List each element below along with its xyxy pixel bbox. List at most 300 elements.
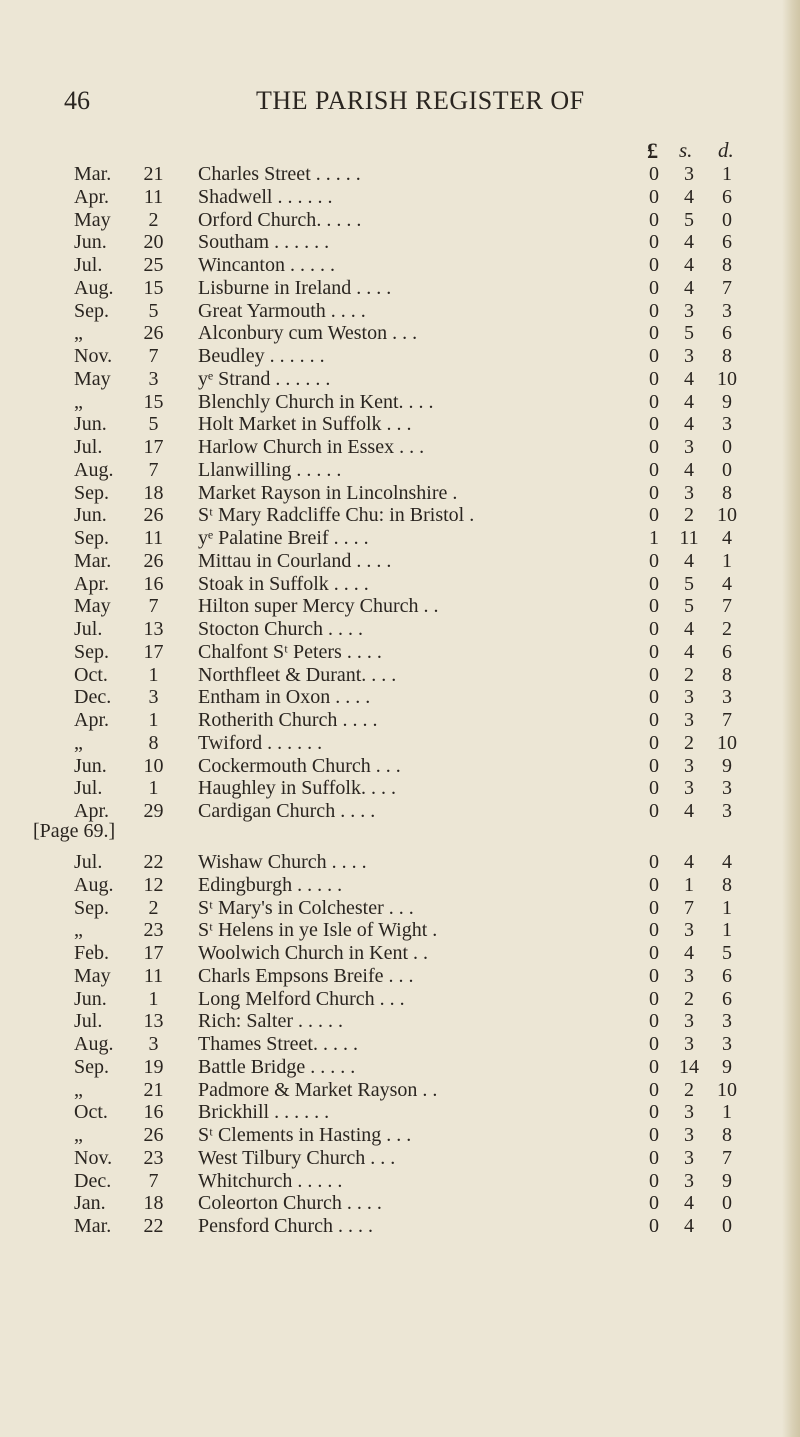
register-entry (0, 851, 800, 874)
entry-pence: 2 (722, 618, 732, 640)
register-entry (0, 777, 800, 800)
entry-pounds: 0 (649, 1192, 659, 1215)
entry-month: Jan. (74, 1192, 106, 1215)
entry-shillings: 3 (684, 686, 694, 709)
entry-month: Aug. (74, 873, 114, 896)
entry-shillings: 5 (684, 572, 694, 595)
entry-day: 26 (143, 1124, 164, 1146)
entry-month: Apr. (74, 709, 109, 731)
entry-pence: 0 (722, 1215, 732, 1237)
entry-day: 2 (148, 208, 159, 231)
entry-place: Alconbury cum Weston . . . (198, 322, 418, 345)
entry-pounds: 0 (649, 549, 659, 572)
entry-pence: 4 (722, 851, 732, 873)
entry-place: Pensford Church . . . . (198, 1215, 373, 1237)
register-entry (0, 1033, 800, 1056)
register-entry (0, 163, 800, 186)
entry-day: 3 (148, 367, 159, 390)
leader-dots: . . . . (351, 276, 392, 299)
entry-month: Mar. (74, 163, 112, 185)
leader-dots: . . . . . (316, 208, 362, 231)
entry-shillings: 4 (684, 1215, 694, 1237)
entry-shillings: 3 (684, 777, 694, 800)
entry-month: Oct. (74, 663, 108, 686)
entry-pence: 3 (722, 800, 732, 822)
entry-pounds: 0 (649, 254, 659, 276)
running-title: THE PARISH REGISTER OF (256, 86, 585, 115)
entry-pence: 7 (722, 1146, 732, 1169)
entry-shillings: 11 (679, 527, 699, 549)
register-entry (0, 345, 800, 368)
entry-place: Coleorton Church . . . . (198, 1192, 382, 1215)
entry-pence: 5 (722, 942, 732, 964)
entry-pence: 10 (717, 367, 737, 390)
entry-pounds: 0 (649, 208, 659, 231)
register-entry (0, 897, 800, 920)
register-entry (0, 1147, 800, 1170)
entry-pounds: 0 (649, 964, 659, 987)
entry-pounds: 0 (649, 1124, 659, 1146)
leader-dots: . . . . (351, 549, 392, 572)
register-entry (0, 573, 800, 596)
leader-dots: . . . . (398, 390, 434, 413)
entry-pence: 7 (722, 276, 732, 299)
entry-day: 23 (143, 1146, 164, 1169)
register-entry (0, 664, 800, 687)
leader-dots: . . . . (328, 527, 369, 549)
entry-pounds: 0 (649, 322, 659, 345)
entry-pounds: 0 (649, 1101, 659, 1124)
entry-month: Mar. (74, 1215, 112, 1237)
entry-month: Oct. (74, 1101, 108, 1124)
register-entry (0, 504, 800, 527)
entry-pence: 10 (717, 731, 737, 754)
entry-pounds: 0 (649, 299, 659, 322)
leader-dots: . . . . (328, 572, 369, 595)
entry-pence: 8 (722, 663, 732, 686)
entry-place: Rich: Salter . . . . . (198, 1010, 343, 1033)
entry-shillings: 3 (684, 163, 694, 185)
entry-pence: 3 (722, 299, 732, 322)
entry-day: 25 (143, 254, 164, 276)
entry-place: Southam . . . . . . (198, 231, 330, 254)
entry-day: 1 (148, 987, 159, 1010)
register-entry (0, 965, 800, 988)
register-entry (0, 1101, 800, 1124)
entry-day: 11 (143, 527, 164, 549)
leader-dots: . . . . (332, 1215, 373, 1237)
register-entry (0, 874, 800, 897)
register-entry (0, 618, 800, 641)
entry-month: Mar. (74, 549, 112, 572)
entry-place: Stoak in Suffolk . . . . (198, 572, 369, 595)
entry-pence: 0 (722, 208, 732, 231)
leader-dots: . . (417, 1078, 438, 1101)
entry-place: Wishaw Church . . . . (198, 851, 367, 873)
entry-shillings: 4 (684, 800, 694, 822)
leader-dots: . . . . . . (269, 1101, 330, 1124)
entry-pence: 3 (722, 777, 732, 800)
entry-shillings: 4 (684, 640, 694, 663)
entry-month: Jul. (74, 618, 103, 640)
entry-month: „ (74, 390, 83, 413)
entry-month: „ (74, 1078, 83, 1101)
entry-pounds: 0 (649, 458, 659, 481)
entry-pounds: 0 (649, 873, 659, 896)
entry-shillings: 3 (684, 436, 694, 458)
register-entry (0, 413, 800, 436)
entry-shillings: 4 (684, 254, 694, 276)
entry-pounds: 0 (649, 413, 659, 436)
entry-place: Brickhill . . . . . . (198, 1101, 330, 1124)
entry-day: 26 (143, 504, 164, 527)
entry-place: Market Rayson in Lincolnshire . (198, 481, 458, 504)
register-entries-block-1 (0, 163, 800, 823)
entry-month: Aug. (74, 458, 114, 481)
entry-day: 3 (148, 686, 159, 709)
entry-shillings: 1 (684, 873, 694, 896)
leader-dots: . . . . (337, 709, 378, 731)
entry-shillings: 4 (684, 390, 694, 413)
leader-dots: . . . (374, 987, 405, 1010)
pounds-column-header: £ (647, 138, 658, 163)
entry-shillings: 5 (684, 595, 694, 618)
register-entry (0, 1215, 800, 1238)
entry-month: Sep. (74, 481, 109, 504)
entry-place: Mittau in Courland . . . . (198, 549, 392, 572)
entry-pence: 8 (722, 254, 732, 276)
entry-month: May (74, 964, 111, 987)
entry-pence: 8 (722, 481, 732, 504)
entry-pence: 1 (722, 919, 732, 942)
entry-place: Thames Street. . . . . (198, 1033, 358, 1055)
entry-pence: 6 (722, 964, 732, 987)
entry-pence: 3 (722, 413, 732, 436)
entry-pounds: 0 (649, 942, 659, 964)
entry-place: Lisburne in Ireland . . . . (198, 276, 392, 299)
entry-pounds: 0 (649, 800, 659, 822)
entry-pence: 7 (722, 595, 732, 618)
register-entries-block-2 (0, 851, 800, 1238)
entry-month: Jun. (74, 987, 107, 1010)
entry-day: 8 (148, 731, 159, 754)
register-entry (0, 709, 800, 732)
leader-dots: . . . . (360, 777, 396, 800)
entry-day: 3 (148, 1033, 159, 1055)
entry-month: „ (74, 731, 83, 754)
register-entry (0, 254, 800, 277)
entry-pence: 8 (722, 345, 732, 367)
entry-place: Blenchly Church in Kent. . . . (198, 390, 434, 413)
leader-dots: . . . . (361, 663, 397, 686)
entry-shillings: 4 (684, 458, 694, 481)
register-entry (0, 1056, 800, 1079)
leader-dots: . . (408, 942, 429, 964)
entry-shillings: 3 (684, 481, 694, 504)
entry-month: Jun. (74, 504, 107, 527)
entry-day: 23 (143, 919, 164, 942)
leader-dots: . . . . (341, 1192, 382, 1215)
entry-day: 7 (148, 1169, 159, 1192)
entry-pounds: 0 (649, 919, 659, 942)
entry-month: Jul. (74, 254, 103, 276)
entry-pence: 1 (722, 1101, 732, 1124)
entry-shillings: 3 (684, 1169, 694, 1192)
entry-day: 1 (148, 709, 159, 731)
leader-dots: . . . (383, 964, 414, 987)
entry-shillings: 4 (684, 185, 694, 208)
entry-shillings: 3 (684, 919, 694, 942)
entry-pence: 9 (722, 754, 732, 777)
entry-pence: 1 (722, 549, 732, 572)
entry-pounds: 0 (649, 345, 659, 367)
entry-month: Sep. (74, 640, 109, 663)
register-entry (0, 186, 800, 209)
entry-shillings: 4 (684, 942, 694, 964)
page-reference: [Page 69.] (33, 820, 116, 842)
entry-pence: 6 (722, 640, 732, 663)
entry-place: Wincanton . . . . . (198, 254, 335, 276)
entry-shillings: 4 (684, 549, 694, 572)
entry-pounds: 0 (649, 390, 659, 413)
entry-place: Sᵗ Helens in ye Isle of Wight . (198, 919, 438, 942)
register-entry (0, 732, 800, 755)
entry-pence: 9 (722, 1055, 732, 1078)
leader-dots: . . . . . . (264, 345, 325, 367)
entry-month: Jul. (74, 851, 103, 873)
register-entry (0, 1010, 800, 1033)
entry-day: 16 (143, 1101, 164, 1124)
entry-pounds: 0 (649, 276, 659, 299)
entry-place: Charls Empsons Breife . . . (198, 964, 414, 987)
entry-place: Shadwell . . . . . . (198, 185, 333, 208)
entry-day: 5 (148, 299, 159, 322)
leader-dots: . . . . . (312, 1033, 358, 1055)
entry-shillings: 3 (684, 1124, 694, 1146)
entry-pounds: 0 (649, 987, 659, 1010)
entry-month: Jul. (74, 1010, 103, 1033)
entry-pence: 3 (722, 1033, 732, 1055)
leader-dots: . . . . (326, 851, 367, 873)
entry-pounds: 0 (649, 436, 659, 458)
entry-day: 1 (148, 663, 159, 686)
entry-pounds: 0 (649, 709, 659, 731)
register-entry (0, 527, 800, 550)
entry-day: 1 (148, 777, 159, 800)
entry-pence: 1 (722, 896, 732, 919)
entry-pounds: 0 (649, 163, 659, 185)
entry-day: 5 (148, 413, 159, 436)
register-entry (0, 300, 800, 323)
entry-shillings: 4 (684, 276, 694, 299)
entry-place: Long Melford Church . . . (198, 987, 405, 1010)
entry-pounds: 1 (649, 527, 659, 549)
entry-pounds: 0 (649, 777, 659, 800)
entry-place: Orford Church. . . . . (198, 208, 362, 231)
leader-dots: . . . . . (284, 254, 335, 276)
entry-place: Sᵗ Mary's in Colchester . . . (198, 896, 414, 919)
entry-pence: 1 (722, 163, 732, 185)
leader-dots: . . . (387, 322, 418, 345)
entry-shillings: 3 (684, 964, 694, 987)
entry-place: Harlow Church in Essex . . . (198, 436, 425, 458)
entry-day: 17 (143, 942, 164, 964)
leader-dots: . . . . (325, 299, 366, 322)
leader-dots: . . . . . (292, 1169, 343, 1192)
entry-month: Jun. (74, 754, 107, 777)
entry-pence: 6 (722, 231, 732, 254)
entry-pounds: 0 (649, 1169, 659, 1192)
entry-pounds: 0 (649, 663, 659, 686)
entry-day: 13 (143, 618, 164, 640)
entry-month: Dec. (74, 1169, 112, 1192)
entry-shillings: 4 (684, 413, 694, 436)
register-entry (0, 550, 800, 573)
entry-pounds: 0 (649, 595, 659, 618)
entry-month: „ (74, 919, 83, 942)
entry-pounds: 0 (649, 367, 659, 390)
entry-pounds: 0 (649, 896, 659, 919)
entry-place: Padmore & Market Rayson . . (198, 1078, 438, 1101)
entry-pounds: 0 (649, 481, 659, 504)
entry-pounds: 0 (649, 851, 659, 873)
entry-pounds: 0 (649, 231, 659, 254)
entry-place: Battle Bridge . . . . . (198, 1055, 356, 1078)
entry-month: Jun. (74, 413, 107, 436)
entry-shillings: 4 (684, 851, 694, 873)
leader-dots: . . . . . (291, 458, 342, 481)
entry-place: Chalfont Sᵗ Peters . . . . (198, 640, 382, 663)
entry-day: 22 (143, 1215, 164, 1237)
entry-month: Apr. (74, 800, 109, 822)
entry-day: 26 (143, 549, 164, 572)
leader-dots: . . . (381, 413, 412, 436)
leader-dots: . . . . (341, 640, 382, 663)
register-entry (0, 482, 800, 505)
entry-month: Apr. (74, 185, 109, 208)
register-entry (0, 277, 800, 300)
entry-pence: 10 (717, 504, 737, 527)
register-entry (0, 209, 800, 232)
entry-pence: 3 (722, 686, 732, 709)
entry-place: Hilton super Mercy Church . . (198, 595, 439, 618)
entry-pence: 0 (722, 458, 732, 481)
entry-place: Stocton Church . . . . (198, 618, 363, 640)
entry-month: Sep. (74, 896, 109, 919)
register-entry (0, 919, 800, 942)
entry-pounds: 0 (649, 1078, 659, 1101)
entry-shillings: 3 (684, 345, 694, 367)
entry-shillings: 2 (684, 504, 694, 527)
register-entry (0, 391, 800, 414)
entry-shillings: 3 (684, 1146, 694, 1169)
register-entry (0, 1170, 800, 1193)
entry-day: 13 (143, 1010, 164, 1033)
entry-day: 2 (148, 896, 159, 919)
entry-day: 11 (143, 964, 164, 987)
entry-day: 21 (143, 1078, 164, 1101)
entry-pence: 9 (722, 1169, 732, 1192)
entry-place: Sᵗ Mary Radcliffe Chu: in Bristol . (198, 504, 475, 527)
entry-shillings: 3 (684, 1010, 694, 1033)
leader-dots: . . . . (330, 686, 371, 709)
entry-day: 16 (143, 572, 164, 595)
entry-month: Apr. (74, 572, 109, 595)
entry-place: Beudley . . . . . . (198, 345, 325, 367)
entry-day: 12 (143, 873, 164, 896)
entry-shillings: 3 (684, 1033, 694, 1055)
entry-month: Feb. (74, 942, 109, 964)
leader-dots: . . . . . (305, 1055, 356, 1078)
entry-shillings: 7 (684, 896, 694, 919)
entry-shillings: 4 (684, 618, 694, 640)
entry-shillings: 3 (684, 1101, 694, 1124)
entry-pence: 7 (722, 709, 732, 731)
entry-pounds: 0 (649, 1033, 659, 1055)
entry-month: Nov. (74, 1146, 113, 1169)
entry-pounds: 0 (649, 1010, 659, 1033)
entry-month: Sep. (74, 299, 109, 322)
entry-pounds: 0 (649, 185, 659, 208)
shillings-column-header: s. (679, 138, 693, 162)
entry-shillings: 2 (684, 731, 694, 754)
entry-shillings: 2 (684, 663, 694, 686)
entry-day: 29 (143, 800, 164, 822)
entry-day: 17 (143, 436, 164, 458)
register-entry (0, 641, 800, 664)
leader-dots: . . . (365, 1146, 396, 1169)
entry-month: Sep. (74, 527, 109, 549)
entry-pence: 6 (722, 322, 732, 345)
entry-pence: 4 (722, 527, 732, 549)
entry-pence: 8 (722, 873, 732, 896)
entry-pounds: 0 (649, 572, 659, 595)
entry-place: Holt Market in Suffolk . . . (198, 413, 412, 436)
entry-day: 15 (143, 390, 164, 413)
entry-pounds: 0 (649, 1055, 659, 1078)
entry-pounds: 0 (649, 686, 659, 709)
entry-pence: 3 (722, 1010, 732, 1033)
entry-place: Entham in Oxon . . . . (198, 686, 371, 709)
entry-place: Charles Street . . . . . (198, 163, 361, 185)
entry-month: Aug. (74, 276, 114, 299)
entry-month: „ (74, 1124, 83, 1146)
entry-place: Cardigan Church . . . . (198, 800, 376, 822)
entry-shillings: 5 (684, 208, 694, 231)
register-entry (0, 459, 800, 482)
entry-day: 26 (143, 322, 164, 345)
entry-shillings: 14 (679, 1055, 699, 1078)
entry-day: 18 (143, 1192, 164, 1215)
entry-day: 10 (143, 754, 164, 777)
register-entry (0, 368, 800, 391)
entry-month: Jul. (74, 777, 103, 800)
entry-place: Great Yarmouth . . . . (198, 299, 366, 322)
leader-dots: . . . . . . (269, 231, 330, 254)
entry-shillings: 5 (684, 322, 694, 345)
leader-dots: . . . . . . (262, 731, 323, 754)
entry-pence: 0 (722, 436, 732, 458)
register-entry (0, 686, 800, 709)
leader-dots: . . . . . . (272, 185, 333, 208)
entry-shillings: 2 (684, 1078, 694, 1101)
entry-month: May (74, 367, 111, 390)
entry-pence: 6 (722, 185, 732, 208)
leader-dots: . (427, 919, 438, 942)
entry-month: Jun. (74, 231, 107, 254)
entry-day: 21 (143, 163, 164, 185)
entry-place: Whitchurch . . . . . (198, 1169, 343, 1192)
